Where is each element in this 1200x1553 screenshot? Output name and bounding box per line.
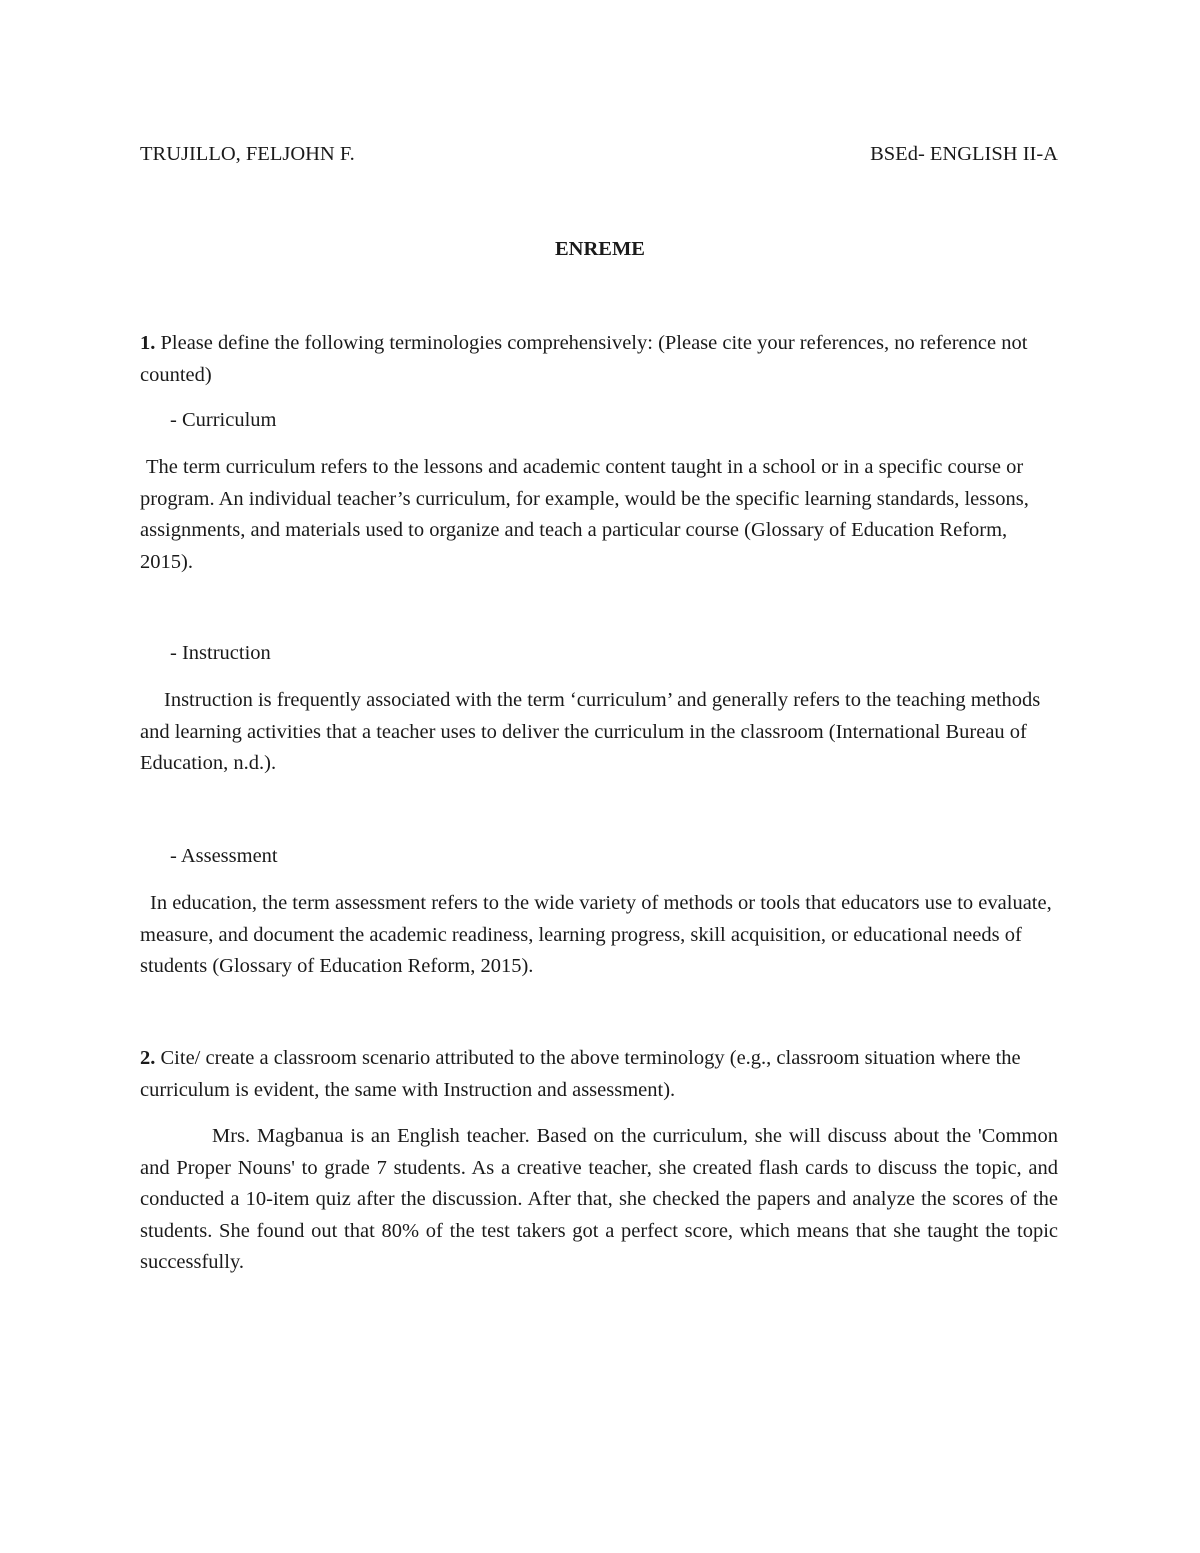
question-1-number: 1. [140, 332, 156, 354]
term-label-curriculum: - Curriculum [170, 409, 277, 431]
term-label-instruction: - Instruction [170, 642, 271, 664]
question-2-number: 2. [140, 1047, 156, 1069]
student-name: TRUJILLO, FELJOHN F. [140, 143, 355, 165]
question-1 [140, 328, 1060, 391]
question-1-prompt: Please define the following terminologies comprehensively: (Please cite your references, no reference not counted) [140, 332, 1028, 386]
term-definition-curriculum: The term curriculum refers to the lessons and academic content taught in a school or in a specific course or program. An individual teacher’s curriculum, for example, would be the specific learning standards, lessons, assignments, and materials used to organize and teach a particular course (Glossary of Education Reform, 2015). [140, 456, 1029, 573]
term-definition-instruction: Instruction is frequently associated with the term ‘curriculum’ and generally refers to the teaching methods and learning activities that a teacher uses to deliver the curriculum in the classroom (International Bureau of Education, n.d.). [140, 689, 1041, 774]
course-section: BSEd- ENGLISH II-A [870, 143, 1058, 165]
document-title: ENREME [555, 238, 645, 260]
term-label-assessment: - Assessment [170, 845, 278, 867]
question-2 [140, 1043, 1060, 1106]
header [140, 143, 1058, 173]
question-2-prompt: Cite/ create a classroom scenario attributed to the above terminology (e.g., classroom situation where the curriculum is evident, the same with Instruction and assessment). [140, 1047, 1021, 1101]
term-definition-assessment: In education, the term assessment refers to the wide variety of methods or tools that educators use to evaluate, measure, and document the academic readiness, learning progress, skill acquisition, or educational needs of students (Glossary of Education Reform, 2015). [140, 892, 1052, 977]
question-2-answer: Mrs. Magbanua is an English teacher. Based on the curriculum, she will discuss about the 'Common and Proper Nouns' to grade 7 students. As a creative teacher, she created flash cards to discuss the topic, and conducted a 10-item quiz after the discussion. After that, she checked the papers and analyze the scores of the students. She found out that 80% of the test takers got a perfect score, which means that she taught the topic successfully. [140, 1125, 1058, 1273]
